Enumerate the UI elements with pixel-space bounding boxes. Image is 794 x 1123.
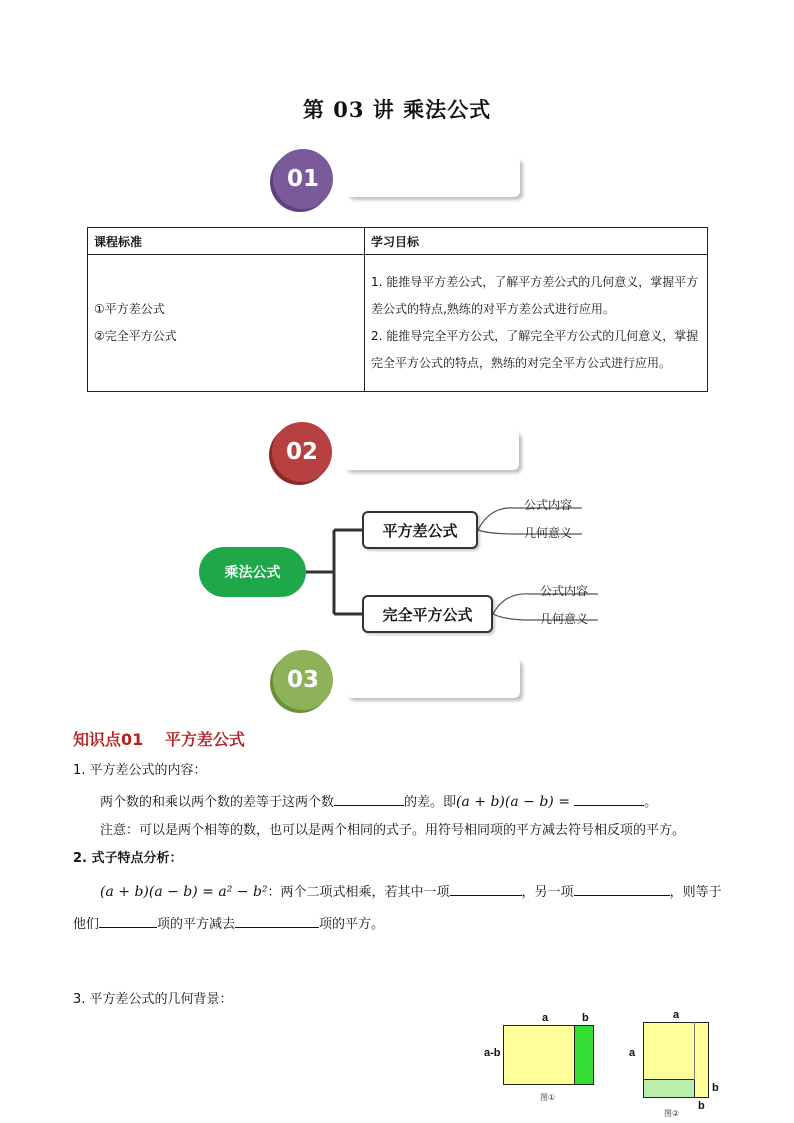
figure1-strip [574,1025,594,1085]
item3-heading: 3. 平方差公式的几何背景： [73,992,233,1007]
goal-item: 2. 能推导完全平方公式，了解完全平方公式的几何意义，掌握完全平方公式的特点，熟练的对完全平方公式进行应用。 [371,329,699,370]
goals-table [87,227,708,392]
formula: (a + b)(a − b) = a² − b² [100,884,268,900]
goals-cell [365,255,708,392]
section-03-number: 03 [273,650,333,710]
figure2-caption: 图② [664,1109,680,1118]
standards-cell [88,255,365,392]
section-03-label: 知识清单 [388,668,465,691]
figure1-label-a: a [542,1012,549,1024]
answer-blank [450,881,522,896]
figure2-label-top: a [673,1009,680,1021]
item2-heading: 2. 式子特点分析： [73,851,183,866]
section-03-bar [346,658,520,698]
section-02-bar [344,430,519,470]
mindmap-leaf: 几何意义 [524,526,573,540]
item1-line: 两个数的和乘以两个数的差等于这两个数 的差。即(a + b)(a − b) = 。 [100,791,657,813]
item2-line2: 他们 项的平方减去 项的平方。 [73,913,384,935]
section-01-number: 01 [273,149,333,209]
item1-heading: 1. 平方差公式的内容： [73,763,207,778]
figure1-label-b: b [582,1012,589,1024]
figure2-divider [694,1022,695,1080]
standard-item: ②完全平方公式 [94,329,177,343]
mindmap-leaf: 公式内容 [540,584,589,598]
item2-line1: (a + b)(a − b) = a² − b²：两个二项式相乘，若其中一项 ，另一项 ，则等于 [100,881,722,903]
section-01-label: 学习目标 [388,167,465,190]
knowledge-point-title: 知识点01 平方差公式 [73,730,245,749]
figure1-label-left: a-b [484,1047,501,1059]
answer-blank [99,913,157,928]
mindmap-root: 乘法公式 [199,547,306,597]
figure2-label-bottom: b [698,1100,705,1112]
section-02-number: 02 [272,422,332,482]
figure1-caption: 图① [540,1093,556,1102]
figure1-main-rect [503,1025,575,1085]
answer-blank [574,881,670,896]
mindmap-branch-2: 完全平方公式 [362,595,493,633]
header-standard: 课程标准 [88,228,365,255]
mindmap-leaf: 公式内容 [524,498,573,512]
section-01-bar [346,157,520,197]
figure2-label-left: a [629,1047,636,1059]
standard-item: ①平方差公式 [94,302,165,316]
answer-blank [334,791,404,806]
answer-blank [574,791,644,806]
figure2-strip [643,1079,695,1098]
mindmap-leaf: 几何意义 [540,612,589,626]
section-02-label: 思维导图 [386,440,463,463]
mindmap-branch-1: 平方差公式 [362,511,478,549]
formula: (a + b)(a − b) = [456,794,570,810]
figure2-label-right: b [712,1082,719,1094]
header-goal: 学习目标 [365,228,708,255]
note-line: 注意：可以是两个相等的数，也可以是两个相同的式子。用符号相同项的平方减去符号相反项的平方。 [100,823,686,838]
page-title: 第 03 讲 乘法公式 [302,97,492,122]
answer-blank [235,913,319,928]
goal-item: 1. 能推导平方差公式，了解平方差公式的几何意义，掌握平方差公式的特点,熟练的对平方差公式进行应用。 [371,275,699,316]
